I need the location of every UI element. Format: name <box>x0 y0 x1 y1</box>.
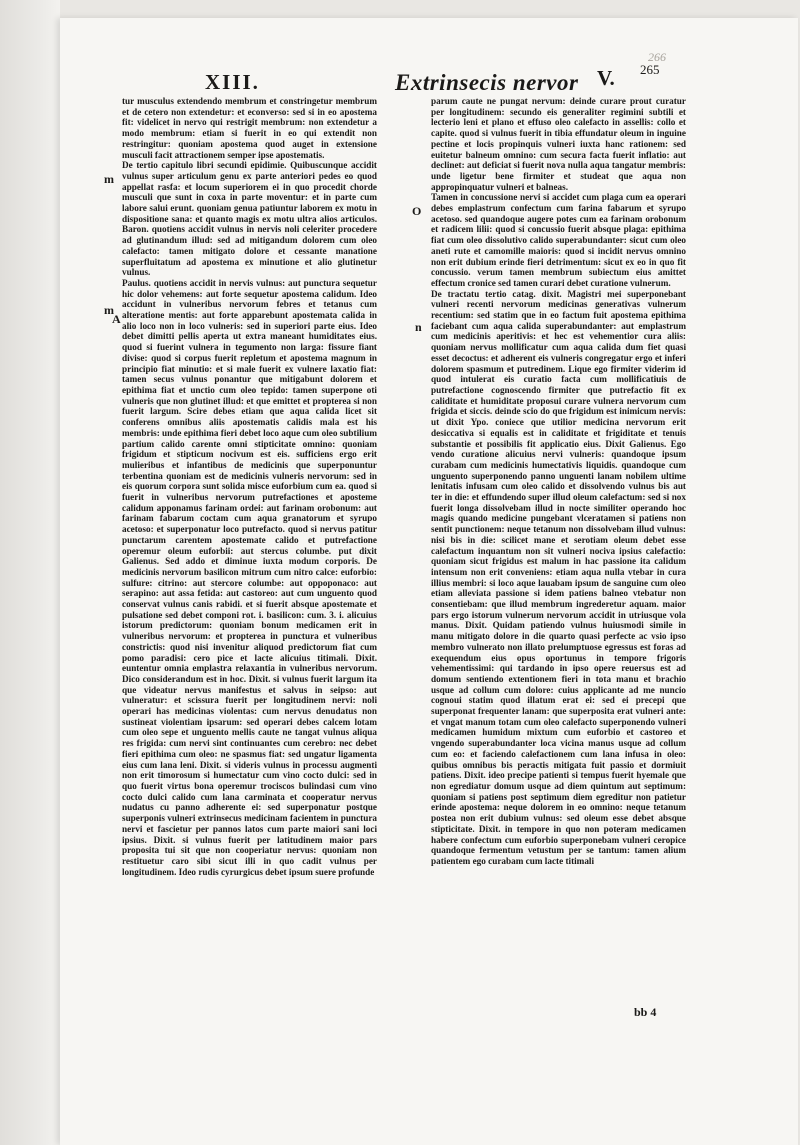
margin-letter: A <box>112 312 121 326</box>
paragraph: Paulus. quotiens accidit in nervis vulnus: aut punctura sequetur hic dolor vehemens: aut forte sequetur apostema calidum. Ideo accidunt in vulneribus nervorum febres et tetanus cum alteratione mentis: aut forte apparebunt apostemata calida in alio loco non in loco vulneris: sed in superiori parte eius. Ideo debet dimitti pellis aperta ut extra maneant humiditates eius. quod si fuerint vulnera in tegumento non larga: fissure fiant divise: quod si corpus fuerit repletum et apostema magnum in principio fiat minutio: et si male fuerit ex vulnere laxatio fiat: tamen secus vulnus ponantur que mitigabunt dolorem et epithima fiat et unctio cum oleo tepido: tamen superpone oti vulneris que non glutinet illud: et que emittet et propterea si non fuerit largum. Scire debes etiam que aqua calida licet sit conferens omnibus aliis apostematis calidis mala est his membris: unde epithima fieri debet loco aque cum oleo subtilium partium calido carente omni stipticitate omnino: quoniam frigidum et stipticum nocivum est eis. sufficiens ergo erit mulieribus et infantibus de medicinis que superponuntur terbentina quoniam est de medicinis vulneris nervorum: sed in eis quorum corpora sunt solida misce euforbium cum ea. quod si fuerit in vulneribus nervorum putrefactiones et aposteme calidum apponamus farinam ordei: aut farinam orobonum: aut farinam fabarum coctam cum aqua granatorum et syrupo acetoso: et superponatur loco putrefacto. quod si nervus patitur punctarum carentem apostemate calido et putrefactione operemur oleum euforbii: aut stercus columbe. put dixit Galienus. Sed addo et diminue iuxta modum corporis. De medicinis nervorum basilicon mitrum cum nitro calce: euforbio: sulfure: citrino: aut stercore columbe: aut oppoponaco: aut serapino: aut assa fetida: aut castoreo: aut cum unguento quod conservat vulnus canis rabidi. et si fuerit absque apostemate et pulsatione sed debet componi rot. i. basilicon: cum. 3. i. alicuius istorum predictorum: quoniam bonum medicamen erit in vulneribus nervorum: et propterea in punctura et vulneribus constrictis: quod nisi invenitur aliquod predictorum fiat cum pomo paradisi: cero pice et lacte alicuius titimali. Dixit. euntentur omnia emplastra relaxantia in vulneribus nervorum. Dico considerandum est in hoc. Dixit. si vulnus fuerit largum ita que videatur nervus manifestus et salvus in seipso: aut vulneratur: et scissura fuerit per longitudinem nervi: noli operari has medicinas violentas: cum nervus denudatus non sustineat violentiam ipsarum: sed operari debes calcem lotam cum oleo sepe et unguento mellis caute ne tangat vulnus aliqua res frigida: cum nervi sint continuantes cum cerebro: nec debet fieri epithima cum oleo: ne spasmus fiat: sed ungatur ligamenta eius cum lana leni. Dixit. si videris vulnus in processu augmenti non erit timorosum si humectatur cum vino cocto dulci: sed in quo fuerit virtus bona operemur trociscos bulindasi cum vino cocto dulci calido cum lana carminata et cooperatur nervus nudatus cu panno adherente ei: sed superponatur postque superponis vulneri extrinsecus medicinam facientem in punctura nervi et fascietur per pannos latos cum parte maiori sani loci ipsius. Dixit. si vulnus fuerit per latitudinem maior pars proposita tui sit que non cooperiatur nervus: quoniam non restituetur caro sibi sicut illi in quo cadit vulnus per longitudinem. Ideo rudis cyrurgicus debet ipsum suere profunde <box>122 277 377 877</box>
paragraph: tur musculus extendendo membrum et constringetur membrum et de cetero non extendetur: et econverso: sed si in eo apostema fit: videlicet in nervo qui restrigit membrum: non extendetur a modo membrum: etiam si fuerit in eo qui extendit non restringitur: quoniam apostema quod auget in extensione musculi facit attractionem semper ipse apostematis. <box>122 96 377 160</box>
signature-mark: bb 4 <box>634 1005 657 1019</box>
paragraph: parum caute ne pungat nervum: deinde curare prout curatur per longitudinem: secundo eis generaliter regimini subtili et lecterio leni et plano et effuso oleo calefacto in assellis: collo et capite. quod si vulnus fuerit in tibia effundatur oleum in inguine pectine et locis propinquis vulneri iuxta hanc rationem: sed euitetur balneum omnino: cum secura facta fuerit inflatio: aut declinet: aut deficiat si fuerit nova nulla aqua tangatur membris: unde ligetur bene firmiter et studeat que aqua non appropinquatur vulneri et balneas. <box>431 96 686 192</box>
pencil-foliation: 266 <box>648 50 666 64</box>
left-column <box>122 96 377 877</box>
paragraph: Tamen in concussione nervi si accidet cum plaga cum ea operari debes emplastrum confectum cum farina fabarum et syrupo acetoso. sed quandoque augere potes cum ea farinam orobonum et radicem lilii: quod si concussio fuerit absque plaga: epithima fiat cum oleo dissolutivo calido superabundanter: sicut cum oleo aneti rute et camomille maioris: quod si incidit nervus omnino non erit dubium erinde fieri detrimentum: sicut ex eo in quo fit concussio. verum tamen membrum subiectum eius amittet effectum cronice sed tamen curari debet curatione vulnerum. <box>431 192 686 288</box>
margin-letter: m <box>104 172 114 186</box>
binding-edge <box>0 0 60 1145</box>
chapter-heading: XIII. <box>205 70 260 94</box>
right-column <box>431 96 686 867</box>
margin-letter: m <box>104 303 114 317</box>
folio-number: 265 <box>640 62 660 77</box>
book-number: V. <box>597 66 615 90</box>
margin-letter: O <box>412 204 422 218</box>
paragraph: De tertio capitulo libri secundi epidimie. Quibuscunque accidit vulnus super articulum genu ex parte anteriori pedes eo quod appellat rasfa: et locum superiorem ei in quo procedit chorde musculi que sunt in coxa in parte moventur: et in parte cum labore salui erunt. quoniam genua patiuntur laborem ex motu in dispositione sana: et quanto magis ex motu ultra alios articulos. Baron. quotiens accidit vulnus in nervis noli celeriter procedere ad glutinandum illud: sed ad mitigandum dolorem cum oleo calefacto: tamen mitigato dolore et cessante manatione superfluitatum ad apostema ex minutione et alio glutinetur vulnus. <box>122 160 377 278</box>
paragraph: De tractatu tertio catag. dixit. Magistri mei superponebant vulneri recenti nervorum medicinas generativas vulnerum recentium: sed statim que in eo factum fuit apostema epithima faciebant cum aqua calida superabundanter: aut emplastrum cum medicinis aperitivis: et hec est vehementior cura aliis: quoniam nervus mollificatur cum aqua calida dum fiet quasi esset decoctus: et adherent eis vulneris congregatur ergo et inferi dolorem spasmum et putredinem. Lique ego firmiter viderim id quod intulerat eis curatio facta cum mollificatiuis de putrefactione cognoscendo firmiter que putrefactio fit ex caliditate et humiditate proposui curare vulnera nervorum cum frigida et siccis. deinde scio do que frigidum est inimicum nervis: ut dixit Ypo. coniece que utilior medicina nervorum erit desiccativa si equalis est in caliditate et frigiditate et tenuis substantie et possibilis fit applicatio eius. Dixit Galienus. Ego vendo curatione alicuius nervi vulneris: quandoque ipsum curabam cum medicinis humectativis liquidis. quandoque cum unguento superponendo panno unguenti lanam nobilem ultime lenitatis infusam cum oleo calido et dissolvendo vulnus bis aut ter in die: et effundendo super illud oleum calefactum: sed si nox fuerit longa dissolvebam illud in nocte similiter operando hoc magis quando medicine pungebant vlceratamen si patiens non sentit punctionem: neque tetanum non dissolvebam illud vulnus: nisi bis in die: scilicet mane et serotiam oleum debet esse calefactum inquantum non sit vulneri nociva ipsius calefactio: quoniam sicut frigidus est malum in hac passione ita calidum intensum non erit conveniens: etiam aqua nulla vtebar in cura illius membri: si loco aque lauabam ipsum de sanguine cum oleo etiam alleviata passione si idem patiens balneo vtebatur non consentiebam: que illud membrum ingrederetur aquam. maior pars ergo istorum vulnerum nervorum accidit in utriusque vola manus. Dixit. Quidam patiendo vulnus huiusmodi simile in manu mitigato dolore in die quarto quasi perfecte ac vsio ipso membro vulnerato non illato prelumptuose egressus est foras ad exequendum eius opus oportunus in tempore frigoris vehementissimi: qui tardando in ipso opere reuersus est ad domum sentiendo extentionem fieri in tota manu et brachio usque ad collum cum dolore: cuius applicante ad me nuncio cognoui statim quod illatum erat ei: sed ei precepi que superponat frequenter lanam: que superposita erat vulneri ante: et vngat manum totam cum oleo calefacto superponendo vulneri medicamen humidum mixtum cum euforbio et castoreo et vngendo superabundanter loca vicina manus usque ad collum cum eo: et faciendo calefactionem cum lana infusa in oleo: quibus omnibus bis peractis mitigata fuit passio et dormiuit patiens. Dixit. ideo precipe patienti si tempus fuerit hyemale que non egrediatur domum usque ad diem quintum aut septimum: quoniam si patiens post septimum diem egreditur non patietur erinde apostema: neque dolorem in eo omnino: neque tetanum postea non erit dubium vulnus: sed oleum esse debet absque stipticitate. Dixit. in tempore in quo non poteram medicamen habere confectum cum euforbio superponebam vulneri ceropice quandoque fermentum vetustum per se tantum: tamen alium patientem ego curabam cum lacte titimali <box>431 288 686 866</box>
margin-letter: n <box>415 320 422 334</box>
running-title: Extrinsecis nervor <box>395 70 579 95</box>
